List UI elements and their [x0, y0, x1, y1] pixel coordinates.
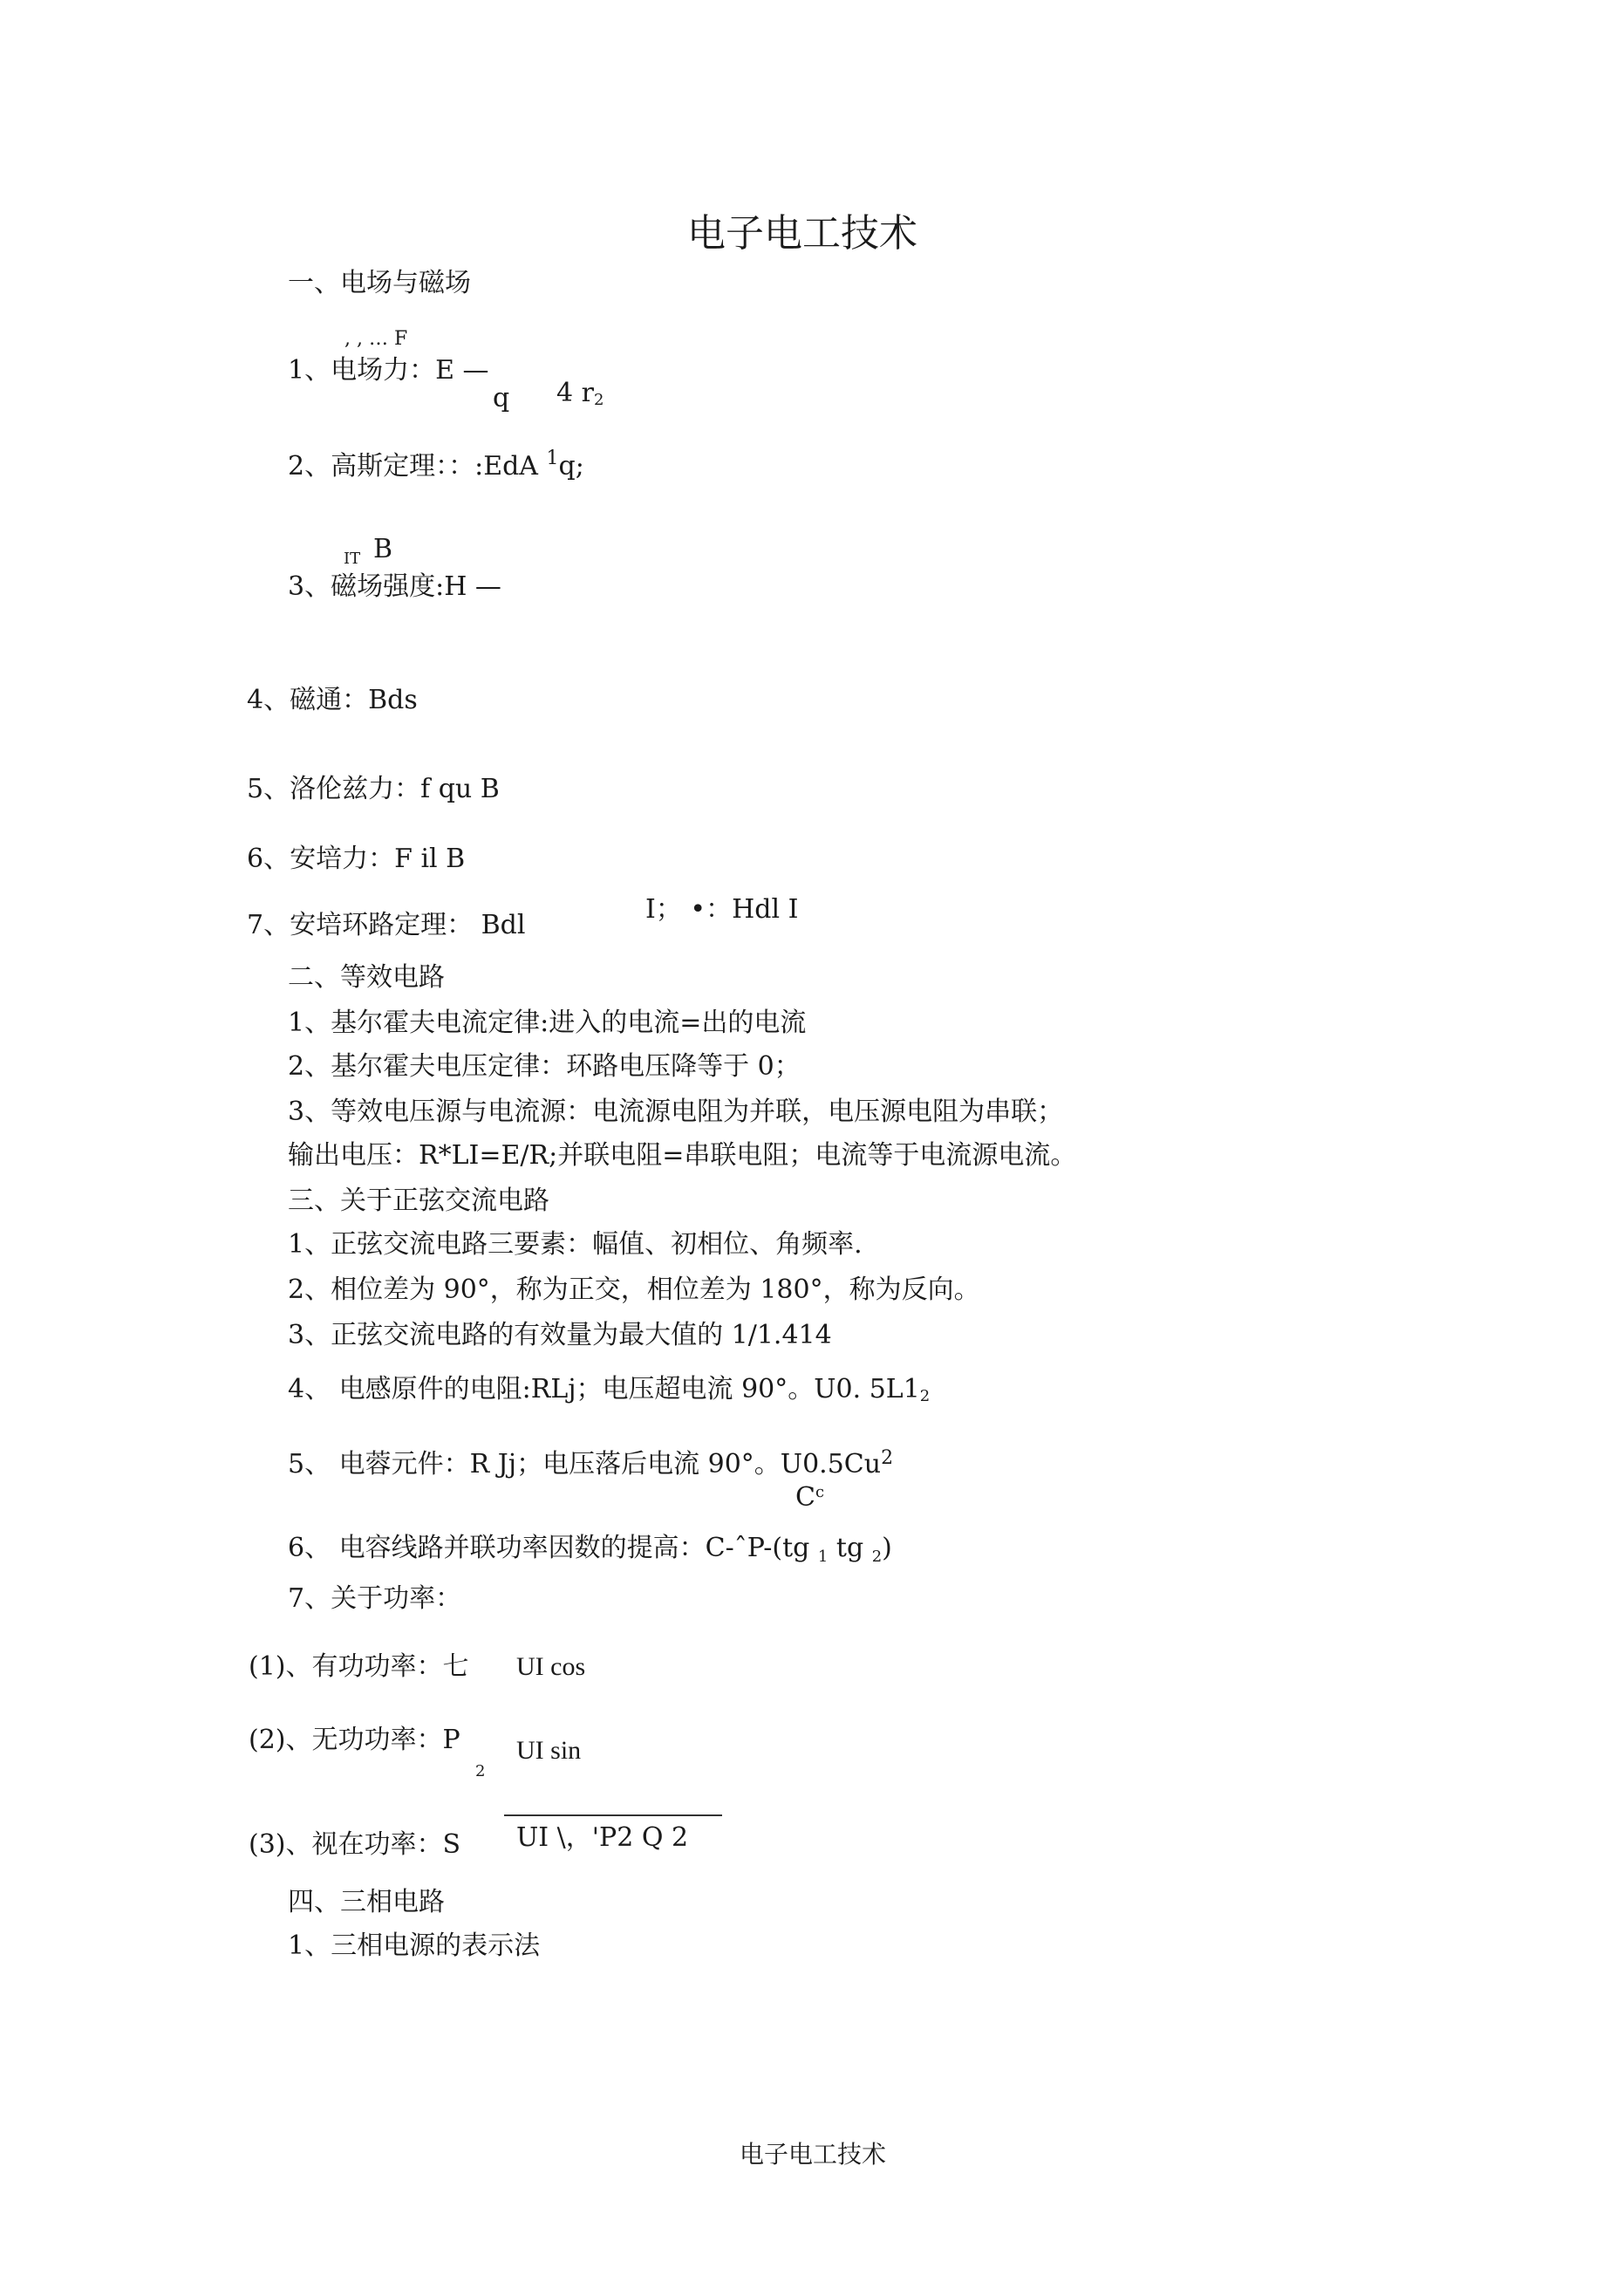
formula-ampere-circuital-left: 7、安培环路定理： Bdl: [247, 910, 526, 940]
capacitor-below: $C^c$: [795, 1482, 825, 1513]
formula-h-subscript: IT: [344, 550, 361, 568]
reactive-power-expr: UI sin: [516, 1736, 582, 1765]
reactive-power-subscript: 2: [475, 1762, 486, 1780]
power-factor-improvement: 6、 电容线路并联功率因数的提高：C-ˆP-(tg $_1$ tg $_2$): [288, 1533, 892, 1566]
ac-three-elements: 1、正弦交流电路三要素：幅值、初相位、角频率.: [288, 1229, 863, 1260]
formula-electric-force: 1、电场力：E —: [288, 355, 489, 386]
effective-value: 3、正弦交流电路的有效量为最大值的 1/1.414: [288, 1320, 832, 1350]
section-heading-equivalent-circuit: 二、等效电路: [288, 962, 445, 993]
kirchhoff-voltage-law: 2、基尔霍夫电压定律：环路电压降等于 0；: [288, 1051, 801, 1082]
page-title: 电子电工技术: [687, 211, 917, 256]
section-heading-three-phase: 四、三相电路: [288, 1887, 445, 1917]
formula-ampere-force: 6、安培力：F il B: [247, 844, 466, 874]
three-phase-representation: 1、三相电源的表示法: [288, 1930, 541, 1961]
formula-ampere-circuital-right: I； •：Hdl I: [645, 894, 799, 925]
section-heading-ac-circuit: 三、关于正弦交流电路: [288, 1186, 549, 1216]
formula-lorentz-force: 5、洛伦兹力：f qu B: [247, 774, 500, 804]
active-power-label: (1)、有功功率：七: [249, 1651, 469, 1682]
formula-magnetic-intensity: 3、磁场强度:H —: [288, 571, 501, 602]
kirchhoff-current-law: 1、基尔霍夫电流定律:进入的电流=出的电流: [288, 1008, 807, 1038]
formula-above-text: , , … F: [344, 328, 408, 350]
formula-denominator-q: q: [493, 383, 510, 413]
phase-difference: 2、相位差为 90°，称为正交，相位差为 180°，称为反向。: [288, 1274, 980, 1305]
apparent-power-expr: UI \，'P2 Q 2: [516, 1822, 689, 1853]
output-voltage: 输出电压：R*LI=E/R;并联电阻=串联电阻；电流等于电流源电流。: [288, 1140, 1077, 1171]
section-heading-fields: 一、电场与磁场: [288, 268, 471, 298]
formula-gauss-law: 2、高斯定理：：:EdA $^1$q;: [288, 448, 584, 482]
apparent-power-label: (3)、视在功率：S: [249, 1829, 461, 1860]
active-power-expr: UI cos: [516, 1652, 586, 1681]
sqrt-overline: [504, 1814, 722, 1816]
page-footer: 电子电工技术: [740, 2140, 887, 2169]
formula-h-numerator: B: [373, 534, 393, 564]
capacitor-element: 5、 电蓉元件：R Jj；电压落后电流 90°。U0.5Cu$^2$: [288, 1447, 894, 1479]
inductor-element: 4、 电感原件的电阻:RLj；电压超电流 90°。U0. 5L12: [288, 1374, 931, 1405]
equivalent-sources: 3、等效电压源与电流源：电流源电阻为并联，电压源电阻为串联；: [288, 1097, 1064, 1127]
formula-magnetic-flux: 4、磁通：Bds: [247, 685, 418, 715]
formula-denominator-r: 4 r2: [556, 378, 604, 409]
reactive-power-label: (2)、无功功率：P: [249, 1725, 460, 1755]
about-power: 7、关于功率：: [288, 1583, 462, 1614]
